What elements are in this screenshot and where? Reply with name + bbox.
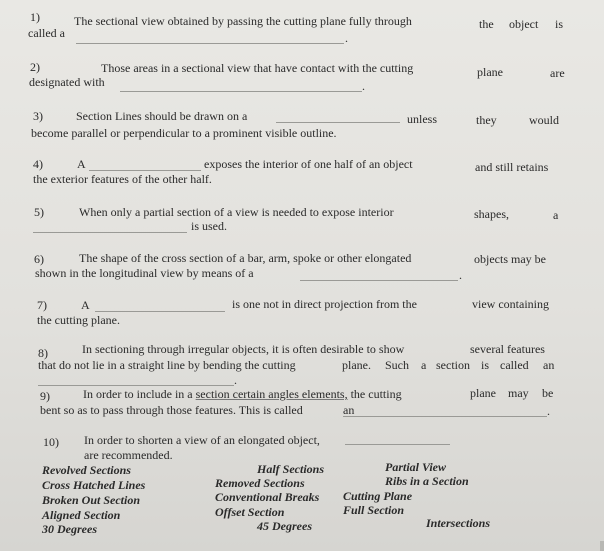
question-text: In order to shorten a view of an elongated object, xyxy=(84,433,320,447)
underlined-phrase: section certain angles elements, xyxy=(195,387,348,401)
answer-option: Broken Out Section xyxy=(42,493,141,507)
answer-option: Ribs in a Section xyxy=(385,474,469,488)
question-text: Those areas in a sectional view that have contact with the cutting xyxy=(101,61,414,75)
question-text: exposes the interior of one half of an object xyxy=(204,157,413,171)
question-text: and still retains xyxy=(475,160,549,174)
answer-option: Removed Sections xyxy=(215,476,305,490)
question-text: Section Lines should be drawn on a xyxy=(76,109,248,123)
answer-option: Half Sections xyxy=(257,462,325,476)
question-text: called xyxy=(500,358,529,372)
question-text: In order to include in a section certain angles elements, the cutting xyxy=(83,387,402,401)
page-edge xyxy=(600,541,604,551)
answer-option: Offset Section xyxy=(215,505,285,519)
question-text: shown in the longitudinal view by means of a xyxy=(35,266,254,280)
question-text: several features xyxy=(470,342,545,356)
question-text: shapes, xyxy=(474,207,509,221)
answer-option: 30 Degrees xyxy=(42,522,97,536)
period: . xyxy=(345,31,348,45)
question-text: become parallel or perpendicular to a prominent visible outline. xyxy=(31,126,337,140)
question-text: plane xyxy=(470,386,496,400)
question-number: 5) xyxy=(34,205,44,219)
answer-option: Conventional Breaks xyxy=(215,490,320,504)
answer-option: Aligned Section xyxy=(42,508,121,522)
question-number: 8) xyxy=(38,346,48,360)
answer-blank[interactable] xyxy=(343,416,547,417)
answer-blank[interactable] xyxy=(345,444,450,445)
answer-blank[interactable] xyxy=(276,122,400,123)
question-text: are xyxy=(550,66,565,80)
question-number: 10) xyxy=(43,435,59,449)
question-number: 4) xyxy=(33,157,43,171)
question-text: Such xyxy=(385,358,409,372)
question-text: an xyxy=(543,358,555,372)
question-text: object xyxy=(509,17,539,31)
question-text: The shape of the cross section of a bar, arm, spoke or other elongated xyxy=(79,251,412,265)
answer-blank[interactable] xyxy=(38,385,234,386)
question-text: section xyxy=(436,358,470,372)
question-text: is xyxy=(481,358,490,372)
period: . xyxy=(362,79,365,93)
question-text: plane xyxy=(477,65,503,79)
answer-blank[interactable] xyxy=(33,232,187,233)
answer-option: Intersections xyxy=(426,516,491,530)
answer-option: Partial View xyxy=(385,460,447,474)
question-text: a xyxy=(421,358,427,372)
period: . xyxy=(547,404,550,418)
question-number: 1) xyxy=(30,10,40,24)
period: . xyxy=(459,268,462,282)
question-text: In sectioning through irregular objects, it is often desirable to show xyxy=(82,342,405,356)
question-text: A xyxy=(81,298,90,312)
question-number: 3) xyxy=(33,109,43,123)
answer-option: Revolved Sections xyxy=(42,463,131,477)
question-text: may xyxy=(508,386,529,400)
question-text: the xyxy=(479,17,494,31)
answer-blank[interactable] xyxy=(120,91,362,92)
answer-blank[interactable] xyxy=(89,170,201,171)
question-number: 7) xyxy=(37,298,47,312)
question-text: bent so as to pass through those features. This is called xyxy=(40,403,303,417)
question-text: are recommended. xyxy=(84,448,173,462)
question-text: be xyxy=(542,386,554,400)
question-text: view containing xyxy=(472,297,549,311)
question-text: The sectional view obtained by passing the cutting plane fully through xyxy=(74,14,412,28)
answer-blank[interactable] xyxy=(300,280,458,281)
answer-blank[interactable] xyxy=(95,311,225,312)
question-text: that do not lie in a straight line by bending the cutting xyxy=(38,358,296,372)
question-text: would xyxy=(529,113,559,127)
question-text: objects may be xyxy=(474,252,546,266)
question-text: A xyxy=(77,157,86,171)
question-number: 2) xyxy=(30,60,40,74)
question-text: is xyxy=(555,17,564,31)
question-text: they xyxy=(476,113,497,127)
question-text: unless xyxy=(407,112,437,126)
answer-option: Cross Hatched Lines xyxy=(42,478,146,492)
answer-option: Cutting Plane xyxy=(343,489,413,503)
question-text: is one not in direct projection from the xyxy=(232,297,417,311)
answer-option: 45 Degrees xyxy=(257,519,312,533)
question-text: When only a partial section of a view is needed to expose interior xyxy=(79,205,394,219)
question-text: an xyxy=(343,403,355,417)
question-text: plane. xyxy=(342,358,371,372)
question-text: called a xyxy=(28,26,65,40)
question-number: 9) xyxy=(40,389,50,403)
question-text: a xyxy=(553,208,559,222)
answer-option: Full Section xyxy=(343,503,405,517)
period: . xyxy=(234,373,237,387)
question-text: designated with xyxy=(29,75,105,89)
question-text: the cutting plane. xyxy=(37,313,120,327)
question-text: is used. xyxy=(191,219,227,233)
answer-blank[interactable] xyxy=(76,43,344,44)
question-text: the exterior features of the other half. xyxy=(33,172,212,186)
question-number: 6) xyxy=(34,252,44,266)
